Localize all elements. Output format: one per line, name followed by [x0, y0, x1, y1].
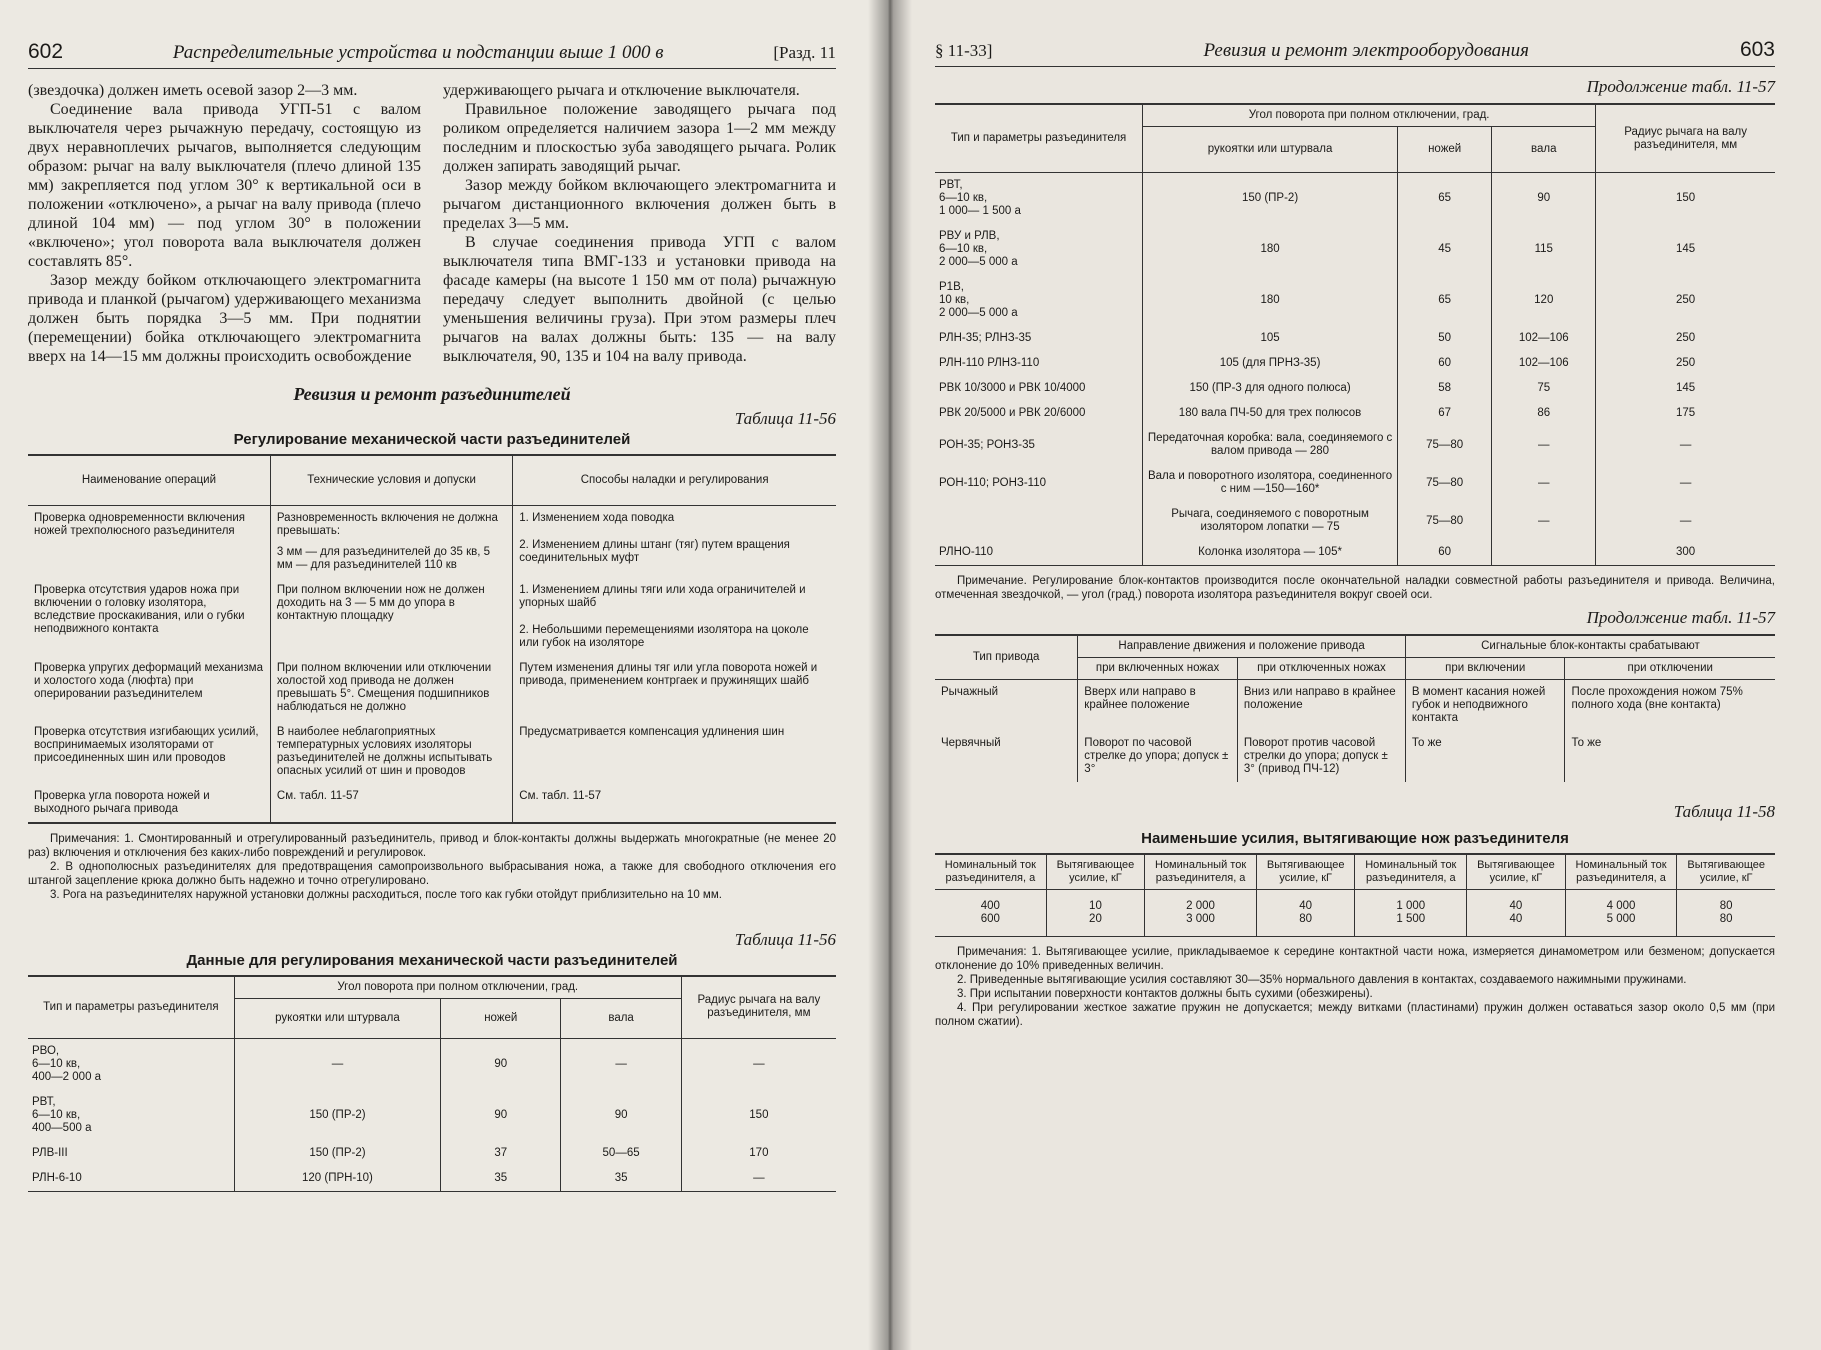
column-header: Способы наладки и регулирования: [513, 455, 836, 505]
table-row: [935, 173, 1775, 225]
section-heading: Ревизия и ремонт разъединителей: [293, 384, 571, 404]
method-text: 2. Небольшими перемещениями изолятора на цоколе или губок на изоляторе: [519, 623, 809, 649]
blade-angle-cell: 45: [1397, 224, 1491, 275]
force-value: 20: [1089, 913, 1102, 925]
type-cell: РВУ и РЛВ, 6—10 кв, 2 000—5 000 а: [939, 230, 1018, 268]
radius-cell: 170: [681, 1141, 836, 1166]
radius-cell: 145: [1596, 224, 1775, 275]
condition-text: При полном включении нож не должен доходить на 3 — 5 мм до упора в контактную площадку: [276, 583, 485, 622]
off-knives-cell: Поворот против часовой стрелки до упора; допуск ± 3° (привод ПЧ-12): [1237, 731, 1405, 782]
paragraph: (звездочка) должен иметь осевой зазор 2—3 мм.: [28, 82, 358, 99]
method-cell: [513, 505, 836, 578]
condition-text: При полном включении или отключении холостой ход привода не должен превышать 5°. Смещения подшипников наблюдаться не должно: [276, 661, 492, 713]
table-row: [935, 376, 1775, 401]
force-table: [935, 853, 1775, 937]
handle-angle-cell: Колонка изолятора — 105*: [1143, 540, 1398, 566]
handle-angle-cell: 150 (ПР-3 для одного полюса): [1143, 376, 1398, 401]
shaft-angle-cell: 50—65: [561, 1141, 681, 1166]
force-value: 80: [1719, 913, 1733, 925]
operation-cell: Проверка упругих деформаций механизма и холостого хода (люфта) при оперировании разъединителем: [34, 661, 263, 700]
type-cell: РВТ, 6—10 кв, 1 000— 1 500 а: [939, 179, 1021, 217]
note: Примечание. Регулирование блок-контактов производится после окончательной наладки совместной работы разъединителя и привода. Величина, отмеченная звездочкой, — угол (град.) поворота изолятора разъединителя вокруг своей оси.: [935, 575, 1775, 601]
table-row: [935, 401, 1775, 426]
shaft-angle-cell: 115: [1492, 224, 1596, 275]
blade-angle-cell: 75—80: [1397, 502, 1491, 540]
blade-angle-cell: 65: [1397, 275, 1491, 326]
signal-off-cell: То же: [1565, 731, 1775, 782]
condition-cell: [270, 656, 512, 720]
table-row: [28, 505, 836, 578]
handle-angle-cell: Передаточная коробка: вала, соединяемого с валом привода — 280: [1143, 426, 1398, 464]
table-row: [935, 464, 1775, 502]
table-row: [935, 680, 1775, 732]
radius-cell: —: [1596, 502, 1775, 540]
type-cell: РЛН-35; РЛНЗ-35: [939, 332, 1032, 344]
shaft-angle-cell: —: [1492, 426, 1596, 464]
table-caption: Таблица 11-58: [1673, 802, 1775, 821]
column-header: Вытягивающее усилие, кГ: [1256, 854, 1355, 890]
current-value: 5 000: [1606, 913, 1636, 925]
column-header: рукоятки или штурвала: [1143, 127, 1398, 173]
column-header: Номинальный ток разъединителя, а: [935, 854, 1046, 890]
paragraph: Зазор между бойком включающего электромагнита и рычагом дистанционного включения должен быть в пределах 3—5 мм.: [443, 177, 836, 232]
table-caption: Продолжение табл. 11-57: [1586, 77, 1775, 96]
type-cell: РОН-35; РОНЗ-35: [939, 438, 1035, 451]
table-row: [28, 578, 836, 656]
blade-angle-cell: 50: [1397, 326, 1491, 351]
method-text: 1. Изменением длины тяги или хода ограничителей и упорных шайб: [519, 583, 806, 609]
radius-cell: 300: [1596, 540, 1775, 566]
signal-on-cell: То же: [1405, 731, 1565, 782]
handle-angle-cell: 150 (ПР-2): [1143, 173, 1398, 225]
radius-cell: —: [1596, 426, 1775, 464]
table-row: [28, 1141, 836, 1166]
type-cell: РВТ, 6—10 кв, 400—500 а: [32, 1095, 92, 1134]
blade-angle-cell: 75—80: [1397, 464, 1491, 502]
column-header: при отключении: [1565, 658, 1775, 680]
operation-cell: Проверка отсутствия ударов ножа при включении о головку изолятора, вследствие проскакивания, или о губки неподвижного контакта: [34, 583, 245, 635]
blade-angle-cell: 60: [1397, 351, 1491, 376]
force-cell: [1256, 890, 1355, 937]
current-value: 1 000: [1396, 900, 1426, 912]
note: Примечания: 1. Смонтированный и отрегулированный разъединитель, привод и блок-контакты должны выдержать многократные (не менее 20 раз) включения и отключения без каких-либо повреждений и регулировок.: [28, 832, 836, 859]
paragraph: удерживающего рычага и отключение выключателя.: [443, 82, 800, 99]
note: 2. Приведенные вытягивающие усилия составляют 30—35% нормального давления в контактах, создаваемого нажимными пружинами.: [957, 974, 1687, 986]
operation-cell: Проверка одновременности включения ножей трехполюсного разъединителя: [34, 511, 245, 537]
column-header: Вытягивающее усилие, кГ: [1046, 854, 1145, 890]
note: 2. В однополюсных разъединителях для предотвращения самопроизвольного выбрасывания ножа, а также для свободного отключения его штангой зацепление крюка должно быть надежно и точно отрегулировано.: [28, 860, 836, 887]
current-value: 1 500: [1396, 913, 1426, 925]
running-title-right: Ревизия и ремонт электрооборудования: [1203, 40, 1529, 61]
operation-cell: Проверка отсутствия изгибающих усилий, воспринимаемых изоляторами от присоединенных шин или проводов: [34, 725, 259, 764]
type-cell: РЛН-6-10: [32, 1171, 82, 1184]
shaft-angle-cell: 120: [1492, 275, 1596, 326]
signal-on-cell: В момент касания ножей губок и неподвижного контакта: [1405, 680, 1565, 732]
left-running-head: [28, 40, 836, 69]
handle-angle-cell: 180: [1143, 275, 1398, 326]
blade-angle-cell: 58: [1397, 376, 1491, 401]
handle-angle-cell: —: [234, 1038, 440, 1090]
current-value: 600: [980, 913, 1000, 925]
column-header: Вытягивающее усилие, кГ: [1677, 854, 1775, 890]
shaft-angle-cell: —: [1492, 464, 1596, 502]
table-title: Регулирование механической части разъединителей: [233, 431, 631, 448]
off-knives-cell: Вниз или направо в крайнее положение: [1237, 680, 1405, 732]
shaft-angle-cell: 86: [1492, 401, 1596, 426]
handle-angle-cell: 180 вала ПЧ-50 для трех полюсов: [1143, 401, 1398, 426]
column-header: Тип привода: [935, 635, 1078, 680]
table-row: [935, 224, 1775, 275]
radius-cell: 250: [1596, 351, 1775, 376]
condition-cell: [270, 784, 512, 823]
blade-angle-cell: 60: [1397, 540, 1491, 566]
shaft-angle-cell: 102—106: [1492, 326, 1596, 351]
table-notes: [935, 574, 1775, 602]
current-value: 2 000: [1186, 900, 1215, 912]
current-value: 3 000: [1186, 913, 1215, 925]
type-cell: РВК 10/3000 и РВК 10/4000: [939, 382, 1086, 394]
condition-cell: [270, 505, 512, 578]
column-header: ножей: [1397, 127, 1491, 173]
column-header: при включении: [1405, 658, 1565, 680]
type-cell: РВО, 6—10 кв, 400—2 000 а: [32, 1044, 102, 1083]
radius-cell: —: [681, 1038, 836, 1090]
table-row: [28, 656, 836, 720]
drive-type-cell: Рычажный: [941, 686, 999, 698]
handle-angle-cell: Вала и поворотного изолятора, соединенного с ним —150—160*: [1143, 464, 1398, 502]
condition-text: 3 мм — для разъединителей до 35 кв, 5 мм — для разъединителей 110 кв: [276, 545, 491, 571]
drive-table: [935, 634, 1775, 782]
table-row: [935, 540, 1775, 566]
column-header: Тип и параметры разъединителя: [935, 104, 1143, 173]
radius-cell: 145: [1596, 376, 1775, 401]
blade-angle-cell: 67: [1397, 401, 1491, 426]
method-text: Путем изменения длины тяг или угла поворота ножей и привода, применением контргаек и пружинящих шайб: [519, 661, 818, 687]
column-header: вала: [561, 998, 681, 1038]
radius-cell: 175: [1596, 401, 1775, 426]
left-page: [0, 0, 890, 1350]
column-header: Угол поворота при полном отключении, град.: [1143, 104, 1596, 127]
note: 3. Рога на разъединителях наружной установки должны расходиться, после того как губки отойдут приблизительно на 10 мм.: [50, 888, 722, 901]
column-header: Радиус рычага на валу разъединителя, мм: [1596, 104, 1775, 173]
condition-text: Разновременность включения не должна превышать:: [276, 511, 498, 537]
method-cell: [513, 578, 836, 656]
paragraph: В случае соединения привода УГП с валом выключателя типа ВМГ-133 и установки привода на фасаде камеры (на высоте 1 150 мм от пола) рычажную передачу следует выполнить двойной (с целью уменьшения величины груза). При этом размеры плеч рычагов на валах должны быть: 135 — на валу выключателя, 90, 135 и 104 на валу привода.: [443, 234, 836, 365]
regulation-table: [28, 454, 836, 824]
table-row: [935, 351, 1775, 376]
table-caption: Таблица 11-56: [734, 929, 836, 949]
column-header: Номинальный ток разъединителя, а: [1565, 854, 1677, 890]
table-row: [28, 720, 836, 784]
shaft-angle-cell: —: [561, 1038, 681, 1090]
table-row: [935, 426, 1775, 464]
handle-angle-cell: 120 (ПРН-10): [234, 1166, 440, 1192]
method-text: См. табл. 11-57: [519, 789, 602, 802]
type-cell: РЛНО-110: [939, 546, 993, 558]
column-header: при отключенных ножах: [1237, 658, 1405, 680]
shaft-angle-cell: —: [1492, 502, 1596, 540]
section-ref-left: [Разд. 11: [773, 43, 836, 62]
condition-text: В наиболее неблагоприятных температурных условиях изоляторы разъединителей не должны испытывать опасных усилий от шин и проводов: [276, 725, 493, 777]
book-gutter-shadow: [868, 0, 912, 1350]
method-text: Предусматривается компенсация удлинения шин: [519, 725, 785, 738]
current-cell: [1355, 890, 1467, 937]
column-header: Сигнальные блок-контакты срабатывают: [1405, 635, 1775, 658]
column-header: Вытягивающее усилие, кГ: [1467, 854, 1566, 890]
section-ref-right: § 11-33]: [935, 41, 993, 60]
column-header: Угол поворота при полном отключении, град.: [234, 976, 681, 999]
column-header: Номинальный ток разъединителя, а: [1145, 854, 1257, 890]
table-row: [935, 326, 1775, 351]
force-cell: [1677, 890, 1775, 937]
blade-angle-cell: 90: [441, 1038, 561, 1090]
column-header: рукоятки или штурвала: [234, 998, 440, 1038]
table-row: [935, 502, 1775, 540]
force-cell: [1467, 890, 1566, 937]
condition-text: См. табл. 11-57: [276, 789, 359, 802]
note: 3. При испытании поверхности контактов должны быть сухими (обезжирены).: [957, 988, 1373, 1000]
radius-cell: 150: [681, 1090, 836, 1141]
radius-cell: —: [681, 1166, 836, 1192]
condition-cell: [270, 720, 512, 784]
current-value: 4 000: [1606, 900, 1636, 912]
radius-cell: 250: [1596, 326, 1775, 351]
table-row: [28, 1038, 836, 1090]
column-header: Радиус рычага на валу разъединителя, мм: [681, 976, 836, 1039]
method-cell: [513, 720, 836, 784]
force-value: 40: [1509, 913, 1523, 925]
handle-angle-cell: 105 (для ПРНЗ-35): [1143, 351, 1398, 376]
table-row: [28, 784, 836, 823]
table-title: Данные для регулирования механической части разъединителей: [186, 951, 678, 969]
angle-table-left: [28, 975, 836, 1192]
running-title-left: Распределительные устройства и подстанции выше 1 000 в: [172, 42, 664, 63]
method-text: 1. Изменением хода поводка: [519, 511, 675, 524]
handle-angle-cell: 150 (ПР-2): [234, 1090, 440, 1141]
note: 4. При регулировании жесткое зажатие пружин не допускается; между витками (пластинами) пружин должен оставаться зазор около 0,5 мм (при полном сжатии).: [935, 1002, 1775, 1028]
blade-angle-cell: 90: [441, 1090, 561, 1141]
type-cell: РОН-110; РОНЗ-110: [939, 476, 1046, 489]
force-value: 80: [1299, 913, 1313, 925]
force-value: 10: [1089, 900, 1102, 912]
operation-cell: Проверка угла поворота ножей и выходного рычага привода: [34, 789, 210, 815]
table-row: [28, 1090, 836, 1141]
shaft-angle-cell: [1492, 540, 1596, 566]
handle-angle-cell: Рычага, соединяемого с поворотным изолятором лопатки — 75: [1143, 502, 1398, 540]
current-cell: [935, 890, 1046, 937]
radius-cell: 150: [1596, 173, 1775, 225]
force-cell: [1046, 890, 1145, 937]
column-header: Направление движения и положение привода: [1078, 635, 1406, 658]
right-running-head: [935, 38, 1775, 67]
radius-cell: 250: [1596, 275, 1775, 326]
note: Примечания: 1. Вытягивающее усилие, прикладываемое к середине контактной части ножа, измеряется динамометром или безменом; допускается отклонение до 10% приведенных величин.: [935, 946, 1775, 972]
method-cell: [513, 656, 836, 720]
type-cell: Р1В, 10 кв, 2 000—5 000 а: [939, 281, 1018, 319]
handle-angle-cell: 180: [1143, 224, 1398, 275]
column-header: при включенных ножах: [1078, 658, 1238, 680]
shaft-angle-cell: 75: [1492, 376, 1596, 401]
type-cell: РЛВ-III: [32, 1146, 68, 1159]
column-header: Тип и параметры разъединителя: [28, 976, 234, 1039]
radius-cell: —: [1596, 464, 1775, 502]
type-cell: РЛН-110 РЛНЗ-110: [939, 357, 1040, 369]
drive-type-cell: Червячный: [941, 737, 1001, 749]
table-row: [935, 731, 1775, 782]
force-value: 40: [1509, 900, 1523, 912]
page-number-left: 602: [28, 40, 64, 63]
handle-angle-cell: 150 (ПР-2): [234, 1141, 440, 1166]
method-text: 2. Изменением длины штанг (тяг) путем вращения соединительных муфт: [519, 538, 790, 564]
column-header: Наименование операций: [28, 455, 270, 505]
blade-angle-cell: 75—80: [1397, 426, 1491, 464]
current-cell: [1145, 890, 1257, 937]
on-knives-cell: Поворот по часовой стрелке до упора; допуск ± 3°: [1078, 731, 1238, 782]
body-text: [28, 81, 836, 366]
column-header: Технические условия и допуски: [270, 455, 512, 505]
paragraph: Правильное положение заводящего рычага под роликом определяется наличием зазора 1—2 мм между последним и плоскостью зуба заводящего рычага. Ролик должен запирать заводящий рычаг.: [443, 101, 836, 175]
signal-off-cell: После прохождения ножом 75% полного хода (вне контакта): [1565, 680, 1775, 732]
column-header: Номинальный ток разъединителя, а: [1355, 854, 1467, 890]
blade-angle-cell: 65: [1397, 173, 1491, 225]
page-number-right: 603: [1739, 38, 1775, 61]
force-value: 40: [1299, 900, 1313, 912]
table-title: Наименьшие усилия, вытягивающие нож разъединителя: [1141, 830, 1569, 847]
on-knives-cell: Вверх или направо в крайнее положение: [1078, 680, 1238, 732]
blade-angle-cell: 35: [441, 1166, 561, 1192]
shaft-angle-cell: 35: [561, 1166, 681, 1192]
shaft-angle-cell: 90: [1492, 173, 1596, 225]
table-notes: [935, 945, 1775, 1029]
type-cell: РВК 20/5000 и РВК 20/6000: [939, 407, 1086, 419]
table-row: [28, 1166, 836, 1192]
column-header: ножей: [441, 998, 561, 1038]
table-caption: Продолжение табл. 11-57: [1586, 608, 1775, 627]
shaft-angle-cell: 90: [561, 1090, 681, 1141]
blade-angle-cell: 37: [441, 1141, 561, 1166]
angle-table-right: [935, 103, 1775, 566]
current-value: 400: [980, 900, 1000, 912]
current-cell: [1565, 890, 1677, 937]
handle-angle-cell: 105: [1143, 326, 1398, 351]
table-caption: Таблица 11-56: [734, 409, 836, 428]
table-row: [935, 275, 1775, 326]
paragraph: Зазор между бойком отключающего электромагнита привода и планкой (рычагом) удерживающего механизма должен быть порядка 3—5 мм. При поднятии (перемещении) бойка отключающего электромагнита вверх на 14—15 мм должны происходить освобождение: [28, 272, 421, 365]
column-header: вала: [1492, 127, 1596, 173]
shaft-angle-cell: 102—106: [1492, 351, 1596, 376]
type-cell: [935, 502, 1143, 540]
table-notes: [28, 832, 836, 902]
condition-cell: [270, 578, 512, 656]
right-page: [890, 0, 1821, 1350]
method-cell: [513, 784, 836, 823]
paragraph: Соединение вала привода УГП-51 с валом выключателя через рычажную передачу, состоящую из двух неравноплечих рычагов, выполняется следующим образом: рычаг на валу выключателя (плечо длиной 135 мм) закрепляется под углом 30° к вертикальной оси в положении «отключено», а рычаг на валу привода (плечо длиной 104 мм) — под углом 30° в положении «включено»; угол поворота вала выключателя должен составлять 85°.: [28, 101, 421, 270]
force-value: 80: [1719, 900, 1733, 912]
